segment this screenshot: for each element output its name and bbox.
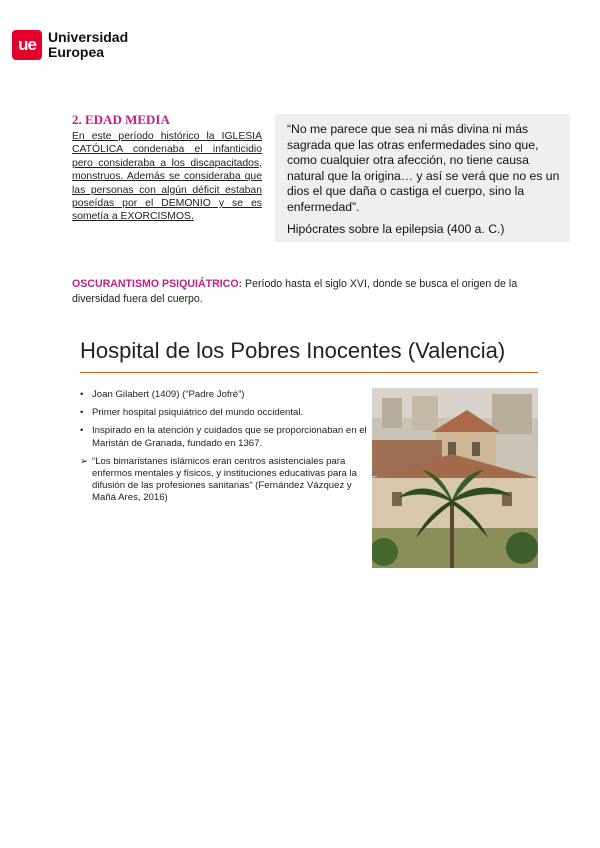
logo-line-1: Universidad xyxy=(48,29,129,45)
oscurantismo-paragraph xyxy=(72,277,542,307)
list-item xyxy=(80,389,370,401)
oscurantismo-text: Período hasta el siglo XVI, donde se busca el origen de la diversidad fuera del cuerpo. xyxy=(72,278,518,305)
university-logo xyxy=(12,30,128,60)
section-title: 2. EDAD MEDIA xyxy=(72,112,170,127)
quote-text: “No me parece que sea ni más divina ni más sagrada que las otras enfermedades sino que, como cualquier otra afección, no tiene causa natural que la origina… y así se verá que no es un dios el que daña o castiga el cuerpo, sino la enfermedad”. xyxy=(287,122,560,214)
oscurantismo-label: OSCURANTISMO PSIQUIÁTRICO: xyxy=(72,278,243,290)
quote-box xyxy=(275,114,570,242)
bullet-icon: • xyxy=(80,407,84,419)
list-item-text: “Los bimaristanes islámicos eran centros asistenciales para enfermos mentales y físicos, y instituciones educativas para la difusión de las profesiones sanitarias” (Fernández Vázquez y Mañá Ares, 2016) xyxy=(92,455,358,504)
logo-line-2: Europea xyxy=(48,44,105,60)
arrow-bullet-icon: ➢ xyxy=(80,455,89,467)
slide-title: Hospital de los Pobres Inocentes (Valencia) xyxy=(80,338,506,363)
list-item-text: Primer hospital psiquiátrico del mundo occidental. xyxy=(92,407,304,419)
bullet-icon: • xyxy=(80,389,84,400)
list-item xyxy=(80,425,370,449)
slide-divider xyxy=(80,372,538,373)
logo-mark: ue xyxy=(12,30,42,60)
list-item xyxy=(80,407,370,419)
list-item-text: Joan Gilabert (1409) (“Padre Jofré”) xyxy=(92,389,245,400)
section-body: En este período histórico la IGLESIA CATÓLICA condenaba el infanticidio pero consideraba a los discapacitados, monstruos. Además se consideraba que las personas con algún déficit estaban poseídas por el DEMONIO y se es sometía a EXORCISMOS. xyxy=(72,131,262,223)
slide-bullet-list xyxy=(80,389,370,511)
quote-citation: Hipócrates sobre la epilepsia (400 a. C.) xyxy=(287,221,505,236)
list-item xyxy=(80,456,370,505)
list-item-text: Inspirado en la atención y cuidados que se proporcionaban en el Maristán de Granada, fundado en 1367. xyxy=(92,425,367,449)
logo-text xyxy=(48,30,128,60)
hospital-photo xyxy=(372,388,538,568)
bullet-icon: • xyxy=(80,425,84,437)
